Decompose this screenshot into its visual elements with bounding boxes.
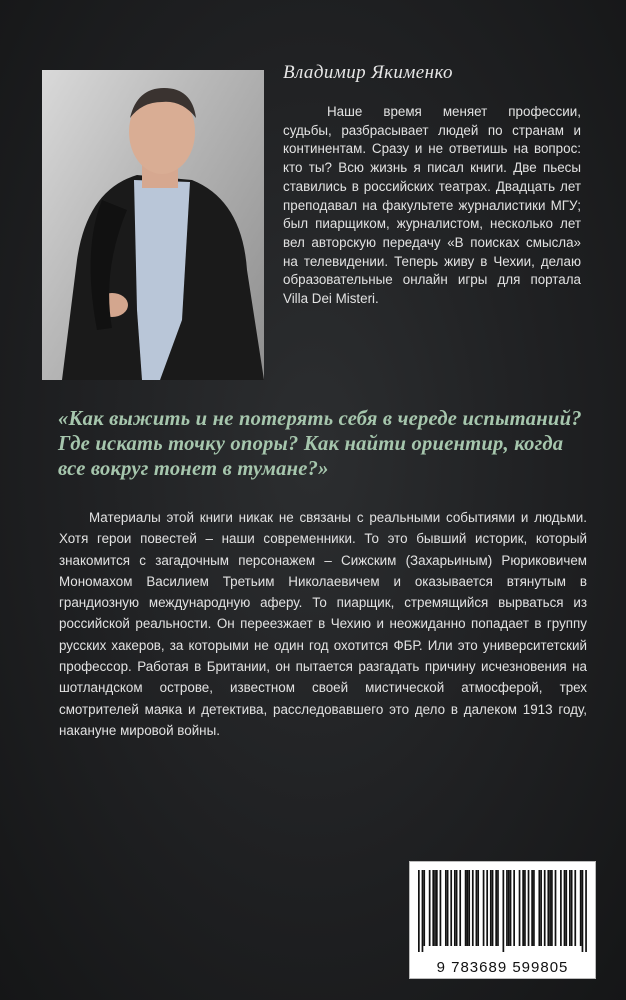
barcode-bar: [483, 870, 485, 946]
isbn-barcode: [409, 861, 596, 979]
barcode-bar: [454, 870, 456, 946]
barcode-bar: [519, 870, 521, 946]
barcode-bar: [497, 870, 499, 946]
barcode-bar: [422, 870, 424, 952]
barcode-bar: [508, 870, 510, 946]
barcode-bar: [571, 870, 573, 946]
barcode-bar: [492, 870, 494, 946]
barcode-bar: [477, 870, 479, 946]
barcode-bar: [513, 870, 515, 946]
barcode-bar: [524, 870, 526, 946]
author-bio: Наше время меняет профессии, судьбы, разбрасывает людей по странам и континентам. Сразу и не ответишь на вопрос: кто ты? Всю жизнь я писал книги. Две пьесы ставились в российских театрах. Двадцать лет преподавал на факультете журналистики МГУ; был пиарщиком, журналистом, несколько лет вел авторскую передачу «В поисках смысла» на телевидении. Теперь живу в Чехии, делаю образовательные онлайн игры для портала Villa Dei Misteri.: [283, 104, 581, 307]
barcode-bar: [510, 870, 512, 946]
barcode-bar: [434, 870, 436, 946]
barcode-bar: [467, 870, 469, 946]
author-photo: [42, 70, 264, 380]
barcode-bars: [418, 870, 587, 952]
barcode-bar: [555, 870, 557, 946]
barcode-bar: [528, 870, 530, 946]
isbn-number: 9 783689 599805: [436, 959, 569, 976]
barcode-bar: [582, 870, 584, 952]
barcode-bar: [468, 870, 470, 946]
barcode-bar: [459, 870, 461, 946]
barcode-bar: [447, 870, 449, 946]
barcode-bar: [440, 870, 442, 946]
barcode-bar: [503, 870, 505, 952]
barcode-bar: [490, 870, 492, 946]
barcode-bar: [522, 870, 524, 946]
barcode-bar: [585, 870, 587, 952]
barcode-bar: [549, 870, 551, 946]
barcode-bar: [486, 870, 488, 946]
pull-quote: «Как выжить и не потерять себя в череде испытаний? Где искать точку опоры? Как найти ориентир, когда все вокруг тонет в тумане?»: [58, 408, 582, 480]
barcode-bar: [580, 870, 582, 946]
barcode-bar: [472, 870, 474, 946]
barcode-bar: [445, 870, 447, 946]
barcode-bar: [465, 870, 467, 946]
barcode-bar: [506, 870, 508, 946]
barcode-bar: [450, 870, 452, 946]
barcode-bar: [476, 870, 478, 946]
barcode-bar: [574, 870, 576, 946]
barcode-bar: [533, 870, 535, 946]
barcode-bar: [495, 870, 497, 946]
barcode-bar: [456, 870, 458, 946]
barcode-bar: [418, 870, 420, 952]
book-description: Материалы этой книги никак не связаны с реальными событиями и людьми. Хотя герои повестей – наши современники. То это бывший историк, который знакомится с загадочным персонажем – Сижским (Захарьиным) Рюриковичем Мономахом Василием Третьим Николаевичем и оказывается втянутым в грандиозную международную аферу. То пиарщик, стремящийся вырваться из российской реальности. Он переезжает в Чехию и неожиданно попадает в группу русских хакеров, за которыми не один год охотится ФБР. Или это университетский профессор. Работая в Британии, он пытается разгадать причину исчезновения на шотландском острове, известном своей мистической атмосферой, трех смотрителей маяка и детектива, расследовавшего это дело в далеком 1913 году, накануне мировой войны.: [59, 510, 587, 738]
barcode-bar: [551, 870, 553, 946]
barcode-bar: [569, 870, 571, 946]
barcode-bar: [531, 870, 533, 946]
barcode-bar: [432, 870, 434, 946]
barcode-bar: [538, 870, 540, 946]
barcode-bar: [429, 870, 431, 946]
barcode-bar: [564, 870, 566, 946]
barcode-bar: [436, 870, 438, 946]
barcode-bar: [544, 870, 546, 946]
barcode-bar: [560, 870, 562, 946]
barcode-bar: [540, 870, 542, 946]
author-name: Владимир Якименко: [283, 62, 453, 83]
barcode-bar: [565, 870, 567, 946]
barcode-bar: [547, 870, 549, 946]
barcode-bar: [423, 870, 425, 946]
